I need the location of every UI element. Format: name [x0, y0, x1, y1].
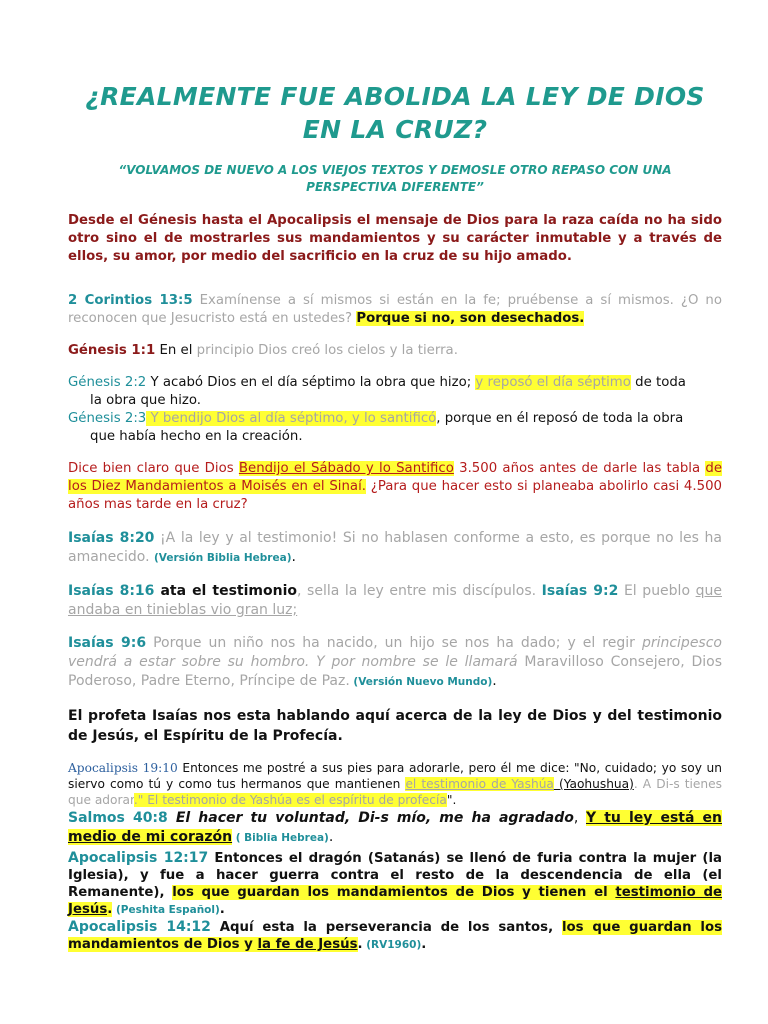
highlighted-text: ." El testimonio de Yashúa es el espíritu de profecía	[133, 793, 447, 807]
isaias-9-6-paragraph	[68, 634, 722, 692]
page-subtitle: “VOLVAMOS DE NUEVO A LOS VIEJOS TEXTOS Y DEMOSLE OTRO REPASO CON UNA PERSPECTIVA DIFERENTE”	[118, 163, 672, 194]
source-note: (Versión Nuevo Mundo)	[349, 676, 493, 688]
verse-text: Aquí esta la perseverancia de los santos,	[210, 920, 562, 935]
highlighted-text: los que guardan los mandamientos de Dios y	[68, 920, 722, 952]
verse-text-underlined: (Yaohushua)	[553, 777, 634, 791]
prophet-paragraph: El profeta Isaías nos esta hablando aquí acerca de la ley de Dios y del testimonio de Jesús, el Espíritu de la Profecía.	[68, 708, 722, 744]
reference-genesis-2-2: Génesis 2:2	[68, 375, 147, 390]
verse-text: Entonces me postré a sus pies para adorarle, pero él me dice: "No, cuidado; yo soy un siervo como tú y como tus hermanos que mantienen	[68, 761, 722, 791]
verse-text-underlined: que andaba en tinieblas vio gran luz;	[68, 583, 722, 618]
highlighted-text: Bendijo el Sábado y lo Santifico	[238, 461, 454, 476]
verse-text-italic: El hacer tu voluntad, Di-s mío, me ha agradado	[167, 810, 574, 826]
genesis-2-3-paragraph	[68, 410, 722, 446]
reference-salmos-40-8: Salmos 40:8	[68, 810, 168, 826]
reference-isaias-8-16: Isaías 8:16	[68, 583, 155, 599]
verse-text: Examínense a sí mismos si están en la fe; pruébense a sí mismos. ¿O no reconocen que Jesucristo está en ustedes?	[68, 293, 722, 326]
period: .	[492, 673, 497, 689]
page-title	[68, 80, 722, 146]
highlighted-text-underlined: la fe de Jesús	[257, 937, 358, 952]
reference-genesis-2-3: Génesis 2:3	[68, 411, 147, 426]
verse-text: .	[357, 937, 363, 952]
reference-isaias-9-2: Isaías 9:2	[541, 583, 619, 599]
verse-text-faded: , sella la ley entre mis discípulos.	[297, 583, 542, 599]
reference-apocalipsis-12-17: Apocalipsis 12:17	[68, 850, 209, 866]
highlighted-text: de los Diez Mandamientos a Moisés en el Sinaí.	[68, 461, 723, 494]
claim-text: Dice bien claro que Dios	[68, 461, 239, 476]
salmos-40-8-paragraph	[68, 809, 722, 848]
apocalipsis-14-12-paragraph	[68, 919, 722, 954]
intro-paragraph: Desde el Génesis hasta el Apocalipsis el mensaje de Dios para la raza caída no ha sido otro sino el de mostrarles sus mandamientos y su carácter inmutable y a través de ellos, su amor, por medio del sacrificio en la cruz de su hijo amado.	[68, 213, 722, 264]
verse-text-italic: Y por nombre se le llamará	[309, 654, 525, 670]
genesis-2-2-paragraph	[68, 374, 722, 410]
highlighted-text: y reposó el día séptimo	[475, 375, 631, 390]
period: .	[219, 902, 225, 917]
claim-paragraph	[68, 460, 722, 514]
verse-text-continued: que había hecho en la creación.	[90, 429, 303, 444]
reference-apocalipsis-14-12: Apocalipsis 14:12	[68, 919, 211, 935]
source-note: ( Biblia Hebrea)	[232, 832, 329, 844]
source-note: (Versión Biblia Hebrea)	[153, 552, 292, 564]
verse-text: Y acabó Dios en el día séptimo la obra que hizo;	[146, 375, 476, 390]
isaias-8-20-paragraph	[68, 529, 722, 568]
document-page	[68, 0, 722, 954]
highlighted-text: .	[107, 902, 113, 917]
verse-text: de toda	[630, 375, 686, 390]
period: .	[291, 549, 296, 565]
highlighted-text: el testimonio de Yashúa	[405, 777, 554, 791]
apocalipsis-12-17-paragraph	[68, 850, 722, 919]
highlighted-text-underlined: testimonio de Jesús	[68, 885, 722, 917]
verse-text-faded: Maravilloso Consejero, Dios Poderoso, Padre Eterno, Príncipe de Paz.	[68, 654, 722, 689]
verse-text-faded: ¡A la ley y al testimonio! Si no hablasen conforme a esto, es porque no les ha amanecido.	[68, 530, 723, 565]
verse-text-faded: principio Dios creó los cielos y la tierra.	[196, 343, 458, 358]
verse-text-continued: la obra que hizo.	[90, 393, 201, 408]
corintios-paragraph	[68, 292, 722, 328]
verse-text-faded: Porque un niño nos ha nacido, un hijo se nos ha dado; y el regir	[146, 635, 642, 651]
title-line-2: EN LA CRUZ?	[302, 115, 488, 144]
claim-text: ¿Para que hacer esto si planeaba abolirlo casi 4.500 años mas tarde en la cruz?	[68, 479, 722, 512]
highlighted-text: Porque si no, son desechados.	[356, 311, 585, 326]
genesis-1-1-paragraph	[68, 342, 722, 360]
verse-text-faded: El pueblo	[618, 583, 696, 599]
period: .	[328, 829, 334, 845]
verse-text: En el	[155, 343, 197, 358]
reference-isaias-8-20: Isaías 8:20	[68, 530, 155, 546]
verse-text-faded: . A Di-s tienes que adorar	[68, 777, 722, 807]
verse-text: , porque en él reposó de toda la obra	[436, 411, 684, 426]
verse-text: Entonces el dragón (Satanás) se llenó de furia contra la mujer (la Iglesia), y fue a hacer guerra contra el resto de la descendencia de ella (el Remanente),	[68, 851, 722, 900]
reference-apocalipsis-19-10: Apocalipsis 19:10	[68, 761, 178, 775]
apocalipsis-19-10-paragraph	[68, 760, 722, 808]
source-note: (Peshita Español)	[112, 904, 220, 916]
title-line-1: ¿REALMENTE FUE ABOLIDA LA LEY DE DIOS	[85, 82, 705, 111]
claim-text: 3.500 años antes de darle las tabla	[453, 461, 706, 476]
verse-text-italic: principesco vendrá a estar sobre su hombro.	[68, 635, 722, 670]
highlighted-text: Y bendijo Dios al día séptimo, y lo santificó	[146, 411, 437, 426]
verse-text: ,	[573, 810, 587, 826]
reference-2-corintios: 2 Corintios 13:5	[68, 293, 193, 308]
isaias-8-16-paragraph	[68, 582, 722, 620]
reference-genesis-1-1: Génesis 1:1	[68, 343, 156, 358]
period: .	[421, 937, 427, 952]
reference-isaias-9-6: Isaías 9:6	[68, 635, 147, 651]
highlighted-text: los que guardan los mandamientos de Dios y tienen el	[172, 885, 616, 900]
verse-text-bold: ata el testimonio	[154, 583, 297, 599]
source-note: (RV1960)	[362, 939, 422, 951]
verse-text: ".	[446, 793, 457, 807]
highlighted-text: Y tu ley está en medio de mi corazón	[68, 810, 722, 845]
